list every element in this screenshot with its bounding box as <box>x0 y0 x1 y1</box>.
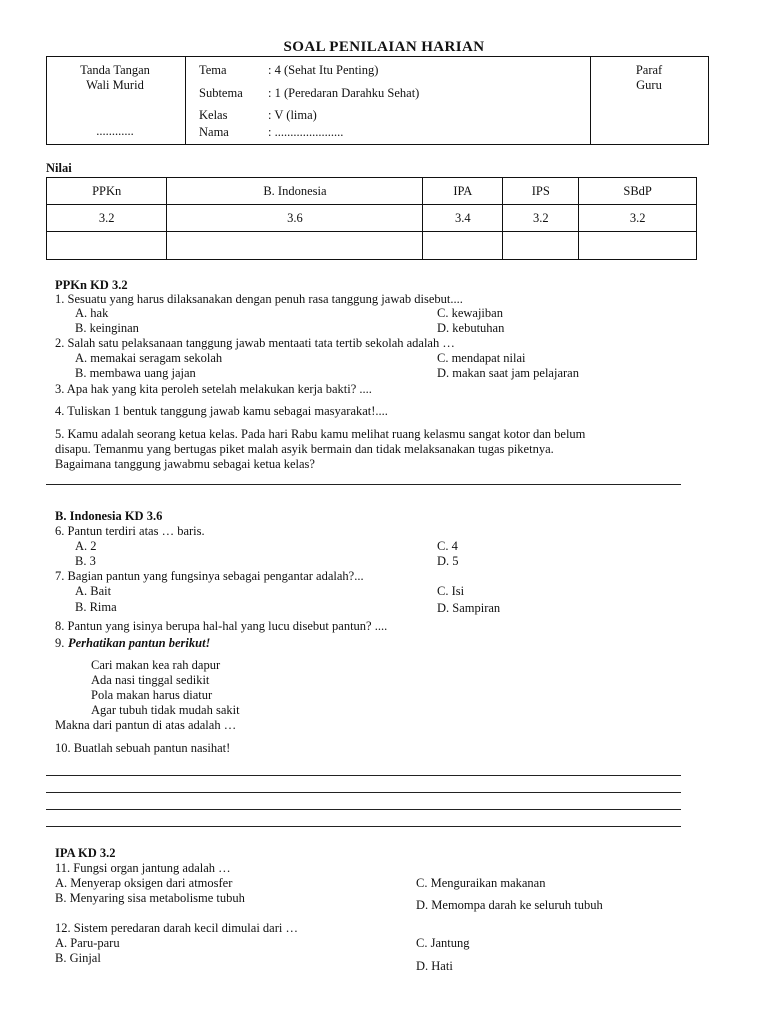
subject-header: B. Indonesia <box>167 178 423 205</box>
signature-line: ............ <box>96 124 134 138</box>
score-cell[interactable] <box>167 232 423 260</box>
question-8: 8. Pantun yang isinya berupa hal-hal yang lucu disebut pantun? .... <box>55 619 388 633</box>
option-a: A. 2 <box>75 539 97 553</box>
answer-line <box>46 775 681 776</box>
section-heading: B. Indonesia KD 3.6 <box>55 509 163 523</box>
option-a: A. Bait <box>75 584 112 598</box>
kelas-label: Kelas <box>199 108 228 122</box>
question-7: 7. Bagian pantun yang fungsinya sebagai pengantar adalah?... <box>55 569 364 583</box>
option-b: B. Ginjal <box>55 951 101 965</box>
page-title: SOAL PENILAIAN HARIAN <box>283 39 485 55</box>
option-b: B. Menyaring sisa metabolisme tubuh <box>55 891 245 905</box>
score-cell[interactable] <box>579 232 697 260</box>
tema-label: Tema <box>199 63 227 77</box>
option-b: B. Rima <box>75 600 117 614</box>
question-1: 1. Sesuatu yang harus dilaksanakan dengan penuh rasa tanggung jawab disebut.... <box>55 292 463 306</box>
question-4: 4. Tuliskan 1 bentuk tanggung jawab kamu sebagai masyarakat!.... <box>55 404 388 418</box>
question-2: 2. Salah satu pelaksanaan tanggung jawab mentaati tata tertib sekolah adalah … <box>55 336 455 350</box>
option-c: C. 4 <box>437 539 458 553</box>
option-a: A. hak <box>75 306 109 320</box>
nilai-table <box>46 177 697 260</box>
pantun-line: Cari makan kea rah dapur <box>91 658 221 672</box>
option-c: C. kewajiban <box>437 306 503 320</box>
kd-cell: 3.4 <box>423 205 503 232</box>
question-10: 10. Buatlah sebuah pantun nasihat! <box>55 741 231 755</box>
pantun-line: Pola makan harus diatur <box>91 688 213 702</box>
question-11: 11. Fungsi organ jantung adalah … <box>55 861 231 875</box>
option-c: C. mendapat nilai <box>437 351 526 365</box>
option-b: B. 3 <box>75 554 96 568</box>
question-5: 5. Kamu adalah seorang ketua kelas. Pada hari Rabu kamu melihat ruang kelasmu sangat kotor dan belum <box>55 427 586 441</box>
question-9-tail: Makna dari pantun di atas adalah … <box>55 718 237 732</box>
option-c: C. Isi <box>437 584 465 598</box>
question-9-number: 9. <box>55 636 65 650</box>
pantun-line: Agar tubuh tidak mudah sakit <box>91 703 240 717</box>
question-6: 6. Pantun terdiri atas … baris. <box>55 524 205 538</box>
kd-cell: 3.2 <box>47 205 167 232</box>
answer-line <box>46 792 681 793</box>
answer-line <box>46 484 681 485</box>
question-5-cont: Bagaimana tanggung jawabmu sebagai ketua kelas? <box>55 457 315 471</box>
nama-label: Nama <box>199 125 229 139</box>
tema-value: : 4 (Sehat Itu Penting) <box>268 63 379 77</box>
option-d: D. Memompa darah ke seluruh tubuh <box>416 898 603 912</box>
kelas-value: : V (lima) <box>268 108 317 122</box>
option-d: D. makan saat jam pelajaran <box>437 366 579 380</box>
score-cell[interactable] <box>47 232 167 260</box>
option-a: A. Menyerap oksigen dari atmosfer <box>55 876 233 890</box>
option-a: A. Paru-paru <box>55 936 120 950</box>
subject-header: PPKn <box>47 178 167 205</box>
kd-cell: 3.2 <box>579 205 697 232</box>
option-c: C. Jantung <box>416 936 470 950</box>
nilai-label: Nilai <box>46 161 72 175</box>
subject-header: IPA <box>423 178 503 205</box>
paraf-label: Paraf <box>635 63 663 77</box>
option-d: D. Sampiran <box>437 601 501 615</box>
question-12: 12. Sistem peredaran darah kecil dimulai dari … <box>55 921 298 935</box>
subtema-label: Subtema <box>199 86 243 100</box>
answer-line <box>46 826 681 827</box>
option-d: D. 5 <box>437 554 459 568</box>
signature-label: Wali Murid <box>86 78 144 92</box>
option-c: C. Menguraikan makanan <box>416 876 546 890</box>
subject-header: SBdP <box>579 178 697 205</box>
section-heading: PPKn KD 3.2 <box>55 278 128 292</box>
question-3: 3. Apa hak yang kita peroleh setelah melakukan kerja bakti? .... <box>55 382 372 396</box>
option-b: B. membawa uang jajan <box>75 366 196 380</box>
option-b: B. keinginan <box>75 321 139 335</box>
answer-line <box>46 809 681 810</box>
paraf-label: Guru <box>636 78 662 92</box>
subtema-value: : 1 (Peredaran Darahku Sehat) <box>268 86 420 100</box>
header-divider <box>185 57 186 144</box>
subject-header: IPS <box>503 178 579 205</box>
question-9: Perhatikan pantun berikut! <box>68 636 211 650</box>
pantun-line: Ada nasi tinggal sedikit <box>91 673 210 687</box>
kd-cell: 3.2 <box>503 205 579 232</box>
option-d: D. Hati <box>416 959 453 973</box>
score-cell[interactable] <box>503 232 579 260</box>
section-heading: IPA KD 3.2 <box>55 846 116 860</box>
nama-value: : ...................... <box>268 125 344 139</box>
option-d: D. kebutuhan <box>437 321 505 335</box>
option-a: A. memakai seragam sekolah <box>75 351 223 365</box>
signature-label: Tanda Tangan <box>80 63 150 77</box>
score-cell[interactable] <box>423 232 503 260</box>
question-5-cont: disapu. Temanmu yang bertugas piket malah asyik bermain dan tidak melaksanakan tugas piketnya. <box>55 442 554 456</box>
kd-cell: 3.6 <box>167 205 423 232</box>
